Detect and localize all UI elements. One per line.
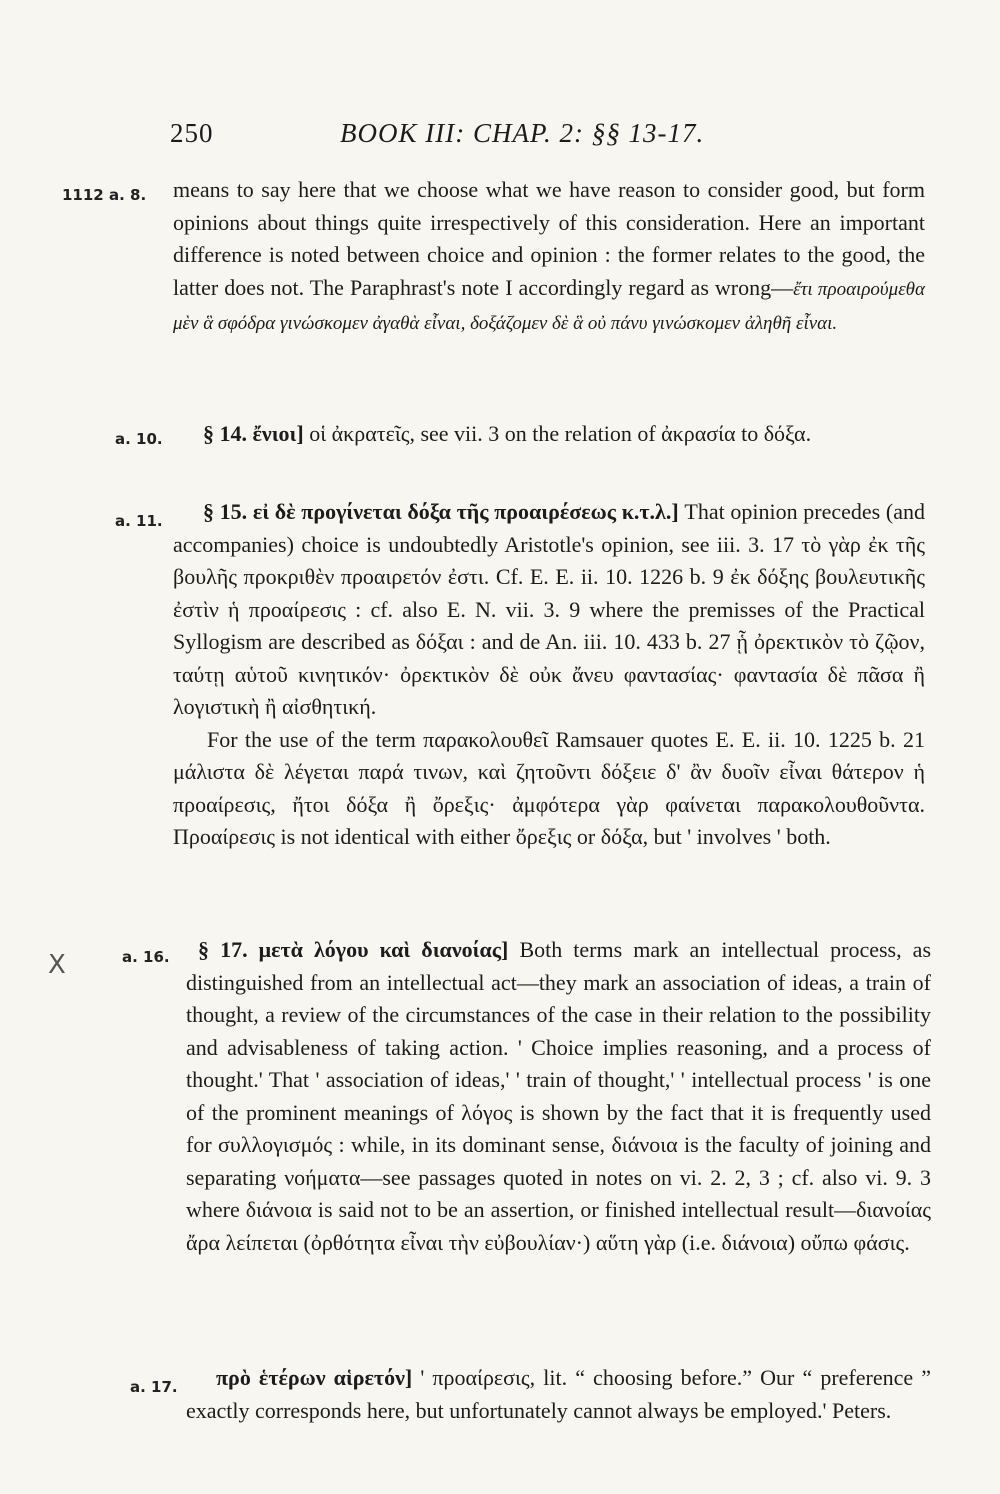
- note-heading: § 14. ἔνιοι]: [203, 421, 304, 446]
- line-reference: a. 10.: [115, 430, 163, 448]
- note-heading: § 17. μετὰ λόγου καὶ διανοίας]: [198, 937, 509, 962]
- handwritten-margin-mark: X: [48, 950, 66, 980]
- note-text: [173, 418, 925, 488]
- running-title: BOOK III: CHAP. 2: §§ 13-17.: [340, 118, 705, 148]
- note-text: [186, 1362, 931, 1462]
- note-text: [173, 174, 925, 434]
- commentary-paragraph-2: For the use of the term παρακολουθεῖ Ramsauer quotes E. E. ii. 10. 1225 b. 21 μάλιστα δὲ λέγεται παρά τινων, καὶ ζητοῦντι δόξειε δ' ἂν δυοῖν εἶναι θάτερον ἡ προαίρεσις, ἤτοι δόξα ἢ ὄρεξις· ἀμφότερα γὰρ φαίνεται παρακολουθοῦντα. Προαίρεσις is not identical with either ὄρεξις or δόξα, but ' involves ' both.: [173, 726, 925, 849]
- commentary-text: ' προαίρεσις, lit. “ choosing before.” Our “ preference ” exactly corresponds here, but unfortunately cannot always be employed.' Peters.: [186, 1365, 932, 1423]
- line-reference: a. 17.: [130, 1378, 178, 1396]
- commentary-text: means to say here that we choose what we have reason to consider good, but form opinions about things quite irrespectively of this consideration. Here an important difference is noted between choice and opinion : the former relates to the good, the latter does not. The Paraphrast's note I accordingly regard as wrong—: [173, 177, 925, 300]
- commentary-text: That opinion precedes (and accompanies) choice is undoubtedly Aristotle's opinion, see iii. 3. 17 τὸ γὰρ ἐκ τῆς βουλῆς προκριθὲν προαιρετόν ἐστι. Cf. E. E. ii. 10. 1226 b. 9 ἐκ δόξης βουλευτικῆς ἐστὶν ἡ προαίρεσις : cf. also E. N. vii. 3. 9 where the premisses of the Practical Syllogism are described as δόξαι : and de An. iii. 10. 433 b. 27 ᾗ ὀρεκτικὸν τὸ ζῷον, ταύτῃ αὑτοῦ κινητικόν· ὀρεκτικὸν δὲ οὐκ ἄνευ φαντασίας· φαντασία δὲ πᾶσα ἢ λογιστικὴ ἢ αἰσθητική.: [173, 499, 925, 719]
- note-text: [173, 496, 925, 916]
- commentary-text: οἱ ἀκρατεῖς, see vii. 3 on the relation of ἀκρασία to δόξα.: [309, 421, 812, 446]
- note-heading: πρὸ ἑτέρων αἱρετόν]: [216, 1365, 413, 1390]
- line-reference: a. 16.: [122, 948, 170, 966]
- commentary-text: Both terms mark an intellectual process, as distinguished from an intellectual act—they mark an association of ideas, a train of thought, a review of the circumstances of the case in their relation to the possibility and advisableness of taking action. ' Choice implies reasoning, and a process of thought.' That ' association of ideas,' ' train of thought,' ' intellectual process ' is one of the prominent meanings of λόγος is shown by the fact that it is frequently used for συλλογισμός : while, in its dominant sense, διάνοια is the faculty of joining and separating νοήματα—see passages quoted in notes on vi. 2. 2, 3 ; cf. also vi. 9. 3 where διάνοια is said not to be an assertion, or finished intellectual result—διανοίας ἄρα λείπεται (ὀρθότητα εἶναι τὴν εὐβουλίαν·) αὕτη γὰρ (i.e. διάνοια) οὔπω φάσις.: [186, 937, 932, 1255]
- page-number: 250: [170, 118, 214, 148]
- greek-quote: ἔτι προαιρούμεθα μὲν ἃ σφόδρα γινώσκομεν ἀγαθὰ εἶναι, δοξάζομεν δὲ ἃ οὐ πάνυ γινώσκομεν ἀληθῆ εἶναι.: [173, 278, 925, 334]
- line-reference: a. 11.: [115, 512, 163, 530]
- note-text: [186, 934, 931, 1354]
- line-reference: 1112 a. 8.: [62, 186, 147, 204]
- note-heading: § 15. εἰ δὲ προγίνεται δόξα τῆς προαιρέσεως κ.τ.λ.]: [203, 499, 679, 524]
